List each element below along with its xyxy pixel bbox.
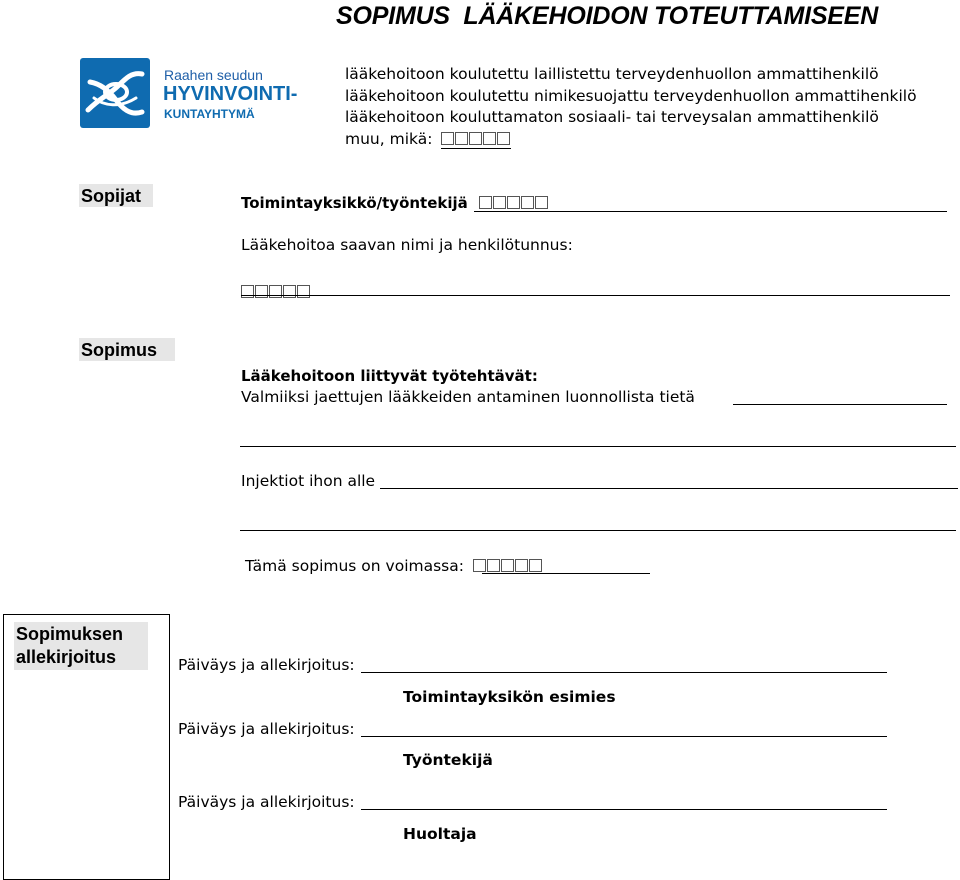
section-heading-sopimus: Sopimus bbox=[79, 338, 175, 361]
option-other bbox=[345, 130, 511, 149]
signature-role-employee: Työntekijä bbox=[403, 751, 493, 769]
unit-employee-label-text: Toimintayksikkö/työntekijä bbox=[241, 194, 468, 212]
knot-logo-icon bbox=[80, 58, 150, 128]
patient-label: Lääkehoitoa saavan nimi ja henkilötunnus: bbox=[241, 236, 573, 254]
logo bbox=[80, 58, 320, 130]
option-untrained: lääkehoitoon kouluttamaton sosiaali- tai terveysalan ammattihenkilö bbox=[345, 108, 879, 126]
tasks-label: Lääkehoitoon liittyvät työtehtävät: bbox=[241, 367, 538, 385]
task-subcutaneous-line bbox=[380, 488, 958, 489]
logo-text-region: Raahen seudun bbox=[164, 67, 263, 83]
patient-line bbox=[241, 295, 950, 296]
task-oral-medication: Valmiiksi jaettujen lääkkeiden antaminen luonnollista tietä bbox=[241, 388, 695, 406]
signature-heading-line2: allekirjoitus bbox=[16, 647, 117, 667]
task-oral-extra-line bbox=[240, 446, 956, 447]
signature-label-3: Päiväys ja allekirjoitus: bbox=[178, 793, 355, 811]
signature-label-2: Päiväys ja allekirjoitus: bbox=[178, 720, 355, 738]
unit-employee-label bbox=[241, 194, 549, 212]
signature-line-3[interactable] bbox=[361, 809, 887, 810]
signature-label-1: Päiväys ja allekirjoitus: bbox=[178, 656, 355, 674]
task-subcutaneous-extra-line bbox=[240, 530, 956, 531]
signature-role-manager: Toimintayksikön esimies bbox=[403, 688, 616, 706]
option-other-field[interactable] bbox=[441, 130, 511, 149]
validity-label-text: Tämä sopimus on voimassa: bbox=[245, 557, 464, 575]
section-heading-signatures bbox=[14, 622, 148, 670]
option-licensed: lääkehoitoon koulutettu laillistettu terveydenhuollon ammattihenkilö bbox=[345, 65, 879, 83]
logo-text-main: HYVINVOINTI- bbox=[163, 83, 298, 105]
option-title-protected: lääkehoitoon koulutettu nimikesuojattu terveydenhuollon ammattihenkilö bbox=[345, 87, 917, 105]
task-subcutaneous: Injektiot ihon alle bbox=[241, 472, 376, 490]
option-other-label: muu, mikä: bbox=[345, 130, 433, 148]
unit-employee-line bbox=[474, 211, 947, 212]
signature-role-guardian: Huoltaja bbox=[403, 825, 477, 843]
section-heading-sopijat: Sopijat bbox=[79, 184, 153, 207]
signature-line-2[interactable] bbox=[361, 736, 887, 737]
signature-line-1[interactable] bbox=[361, 672, 887, 673]
unit-employee-field[interactable] bbox=[479, 194, 549, 212]
document-title: SOPIMUS LÄÄKEHOIDON TOTEUTTAMISEEN bbox=[336, 2, 879, 30]
validity-line bbox=[482, 573, 650, 574]
task-oral-line bbox=[733, 404, 947, 405]
patient-field[interactable] bbox=[241, 282, 311, 301]
signature-heading-line1: Sopimuksen bbox=[16, 624, 124, 644]
logo-text-org: KUNTAYHTYMÄ bbox=[164, 107, 255, 121]
